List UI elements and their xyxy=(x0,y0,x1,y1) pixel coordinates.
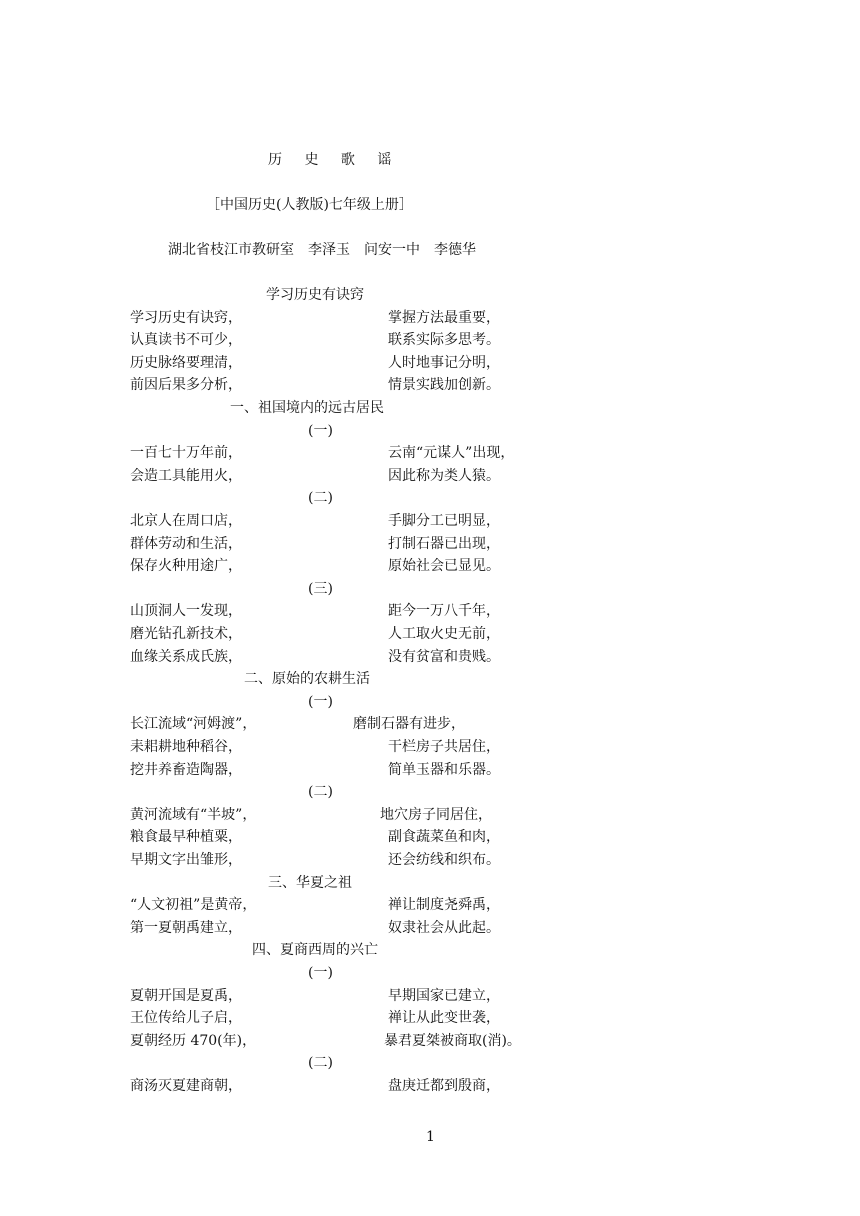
verse-line-right: 磨制石器有进步， xyxy=(353,716,465,732)
verse-line-right: 云南“元谋人”出现， xyxy=(388,445,515,461)
verse-line-left: 夏朝开国是夏禹， xyxy=(130,988,242,1004)
verse-line-left: 保存火种用途广， xyxy=(130,558,242,574)
verse-line-right: 距今一万八千年， xyxy=(388,603,500,619)
verse-line-left: 一百七十万年前， xyxy=(130,445,242,461)
page-number: 1 xyxy=(426,1129,435,1145)
verse-line-right: 奴隶社会从此起。 xyxy=(388,920,500,936)
verse-line-left: 学习历史有诀窍， xyxy=(130,310,242,326)
verse-line-right: 手脚分工已明显， xyxy=(388,513,500,529)
verse-line-left: 会造工具能用火， xyxy=(130,468,242,484)
verse-line-left: 早期文字出雏形， xyxy=(130,852,242,868)
verse-line-right: 原始社会已显见。 xyxy=(388,558,500,574)
verse-line-left: 耒耜耕地种稻谷， xyxy=(130,739,242,755)
section-heading: 一、祖国境内的远古居民 xyxy=(230,400,384,416)
author-line: 湖北省枝江市教研室 李泽玉 问安一中 李德华 xyxy=(168,242,476,258)
intro-heading: 学习历史有诀窍 xyxy=(266,287,364,303)
verse-line-left: 认真读书不可少， xyxy=(130,332,242,348)
verse-line-right: 盘庚迁都到殷商， xyxy=(388,1078,500,1094)
section-heading: 二、原始的农耕生活 xyxy=(244,671,370,687)
verse-line-right: 副食蔬菜鱼和肉， xyxy=(388,829,500,845)
verse-line-right: 掌握方法最重要， xyxy=(388,310,500,326)
part-label: (二) xyxy=(308,490,333,506)
verse-line-left: 磨光钻孔新技术， xyxy=(130,626,242,642)
verse-line-left: 长江流域“河姆渡”， xyxy=(130,716,257,732)
verse-line-left: 粮食最早种植粟， xyxy=(130,829,242,845)
verse-line-left: 夏朝经历 470(年)， xyxy=(130,1033,257,1049)
verse-line-right: 因此称为类人猿。 xyxy=(388,468,500,484)
verse-line-right: 打制石器已出现， xyxy=(388,536,500,552)
verse-line-right: 情景实践加创新。 xyxy=(388,377,500,393)
verse-line-right: 暴君夏桀被商取(消)。 xyxy=(384,1033,521,1049)
book-subtitle: ［中国历史(人教版)七年级上册］ xyxy=(206,197,413,213)
verse-line-right: 简单玉器和乐器。 xyxy=(388,762,500,778)
verse-line-left: 血缘关系成氏族， xyxy=(130,649,242,665)
verse-line-right: 干栏房子共居住， xyxy=(388,739,500,755)
verse-line-left: 历史脉络要理清， xyxy=(130,355,242,371)
part-label: (二) xyxy=(308,1055,333,1071)
verse-line-right: 禅让从此变世袭， xyxy=(388,1010,500,1026)
verse-line-left: 王位传给儿子启， xyxy=(130,1010,242,1026)
section-heading: 四、夏商西周的兴亡 xyxy=(252,942,378,958)
part-label: (三) xyxy=(308,581,333,597)
verse-line-left: 第一夏朝禹建立， xyxy=(130,920,242,936)
verse-line-right: 地穴房子同居住， xyxy=(380,807,492,823)
verse-line-right: 联系实际多思考。 xyxy=(388,332,500,348)
verse-line-left: 挖井养畜造陶器， xyxy=(130,762,242,778)
verse-line-right: 人工取火史无前， xyxy=(388,626,500,642)
verse-line-left: “人文初祖”是黄帝， xyxy=(130,897,257,913)
part-label: (一) xyxy=(308,694,333,710)
verse-line-left: 山顶洞人一发现， xyxy=(130,603,242,619)
verse-line-right: 禅让制度尧舜禹， xyxy=(388,897,500,913)
verse-line-right: 人时地事记分明， xyxy=(388,355,500,371)
part-label: (一) xyxy=(308,965,333,981)
verse-line-right: 还会纺线和织布。 xyxy=(388,852,500,868)
verse-line-left: 群体劳动和生活， xyxy=(130,536,242,552)
part-label: (一) xyxy=(308,423,333,439)
verse-line-left: 商汤灭夏建商朝， xyxy=(130,1078,242,1094)
part-label: (二) xyxy=(308,784,333,800)
page-title: 历 史 歌 谣 xyxy=(268,152,401,168)
verse-line-left: 前因后果多分析， xyxy=(130,377,242,393)
section-heading: 三、华夏之祖 xyxy=(268,875,352,891)
verse-line-right: 没有贫富和贵贱。 xyxy=(388,649,500,665)
verse-line-left: 黄河流域有“半坡”， xyxy=(130,807,257,823)
verse-line-left: 北京人在周口店， xyxy=(130,513,242,529)
verse-line-right: 早期国家已建立， xyxy=(388,988,500,1004)
